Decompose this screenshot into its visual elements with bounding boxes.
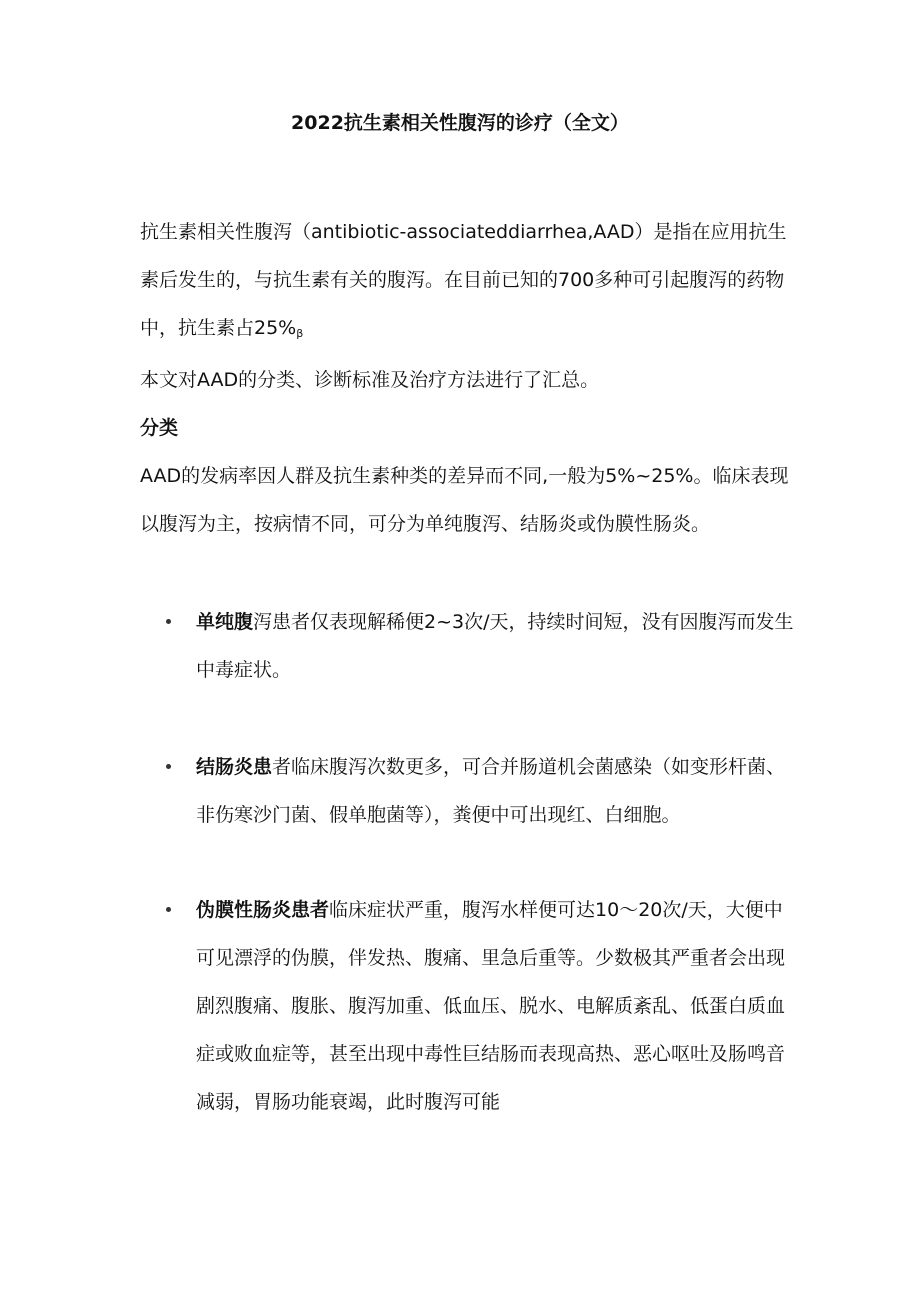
list-item-text — [196, 886, 800, 1126]
list-item-text — [196, 743, 800, 839]
list-item-body: 泻患者仅表现解稀便2~3次/天，持续时间短，没有因腹泻而发生中毒症状。 — [196, 611, 794, 681]
intro-paragraph — [140, 208, 800, 358]
bullet-icon — [166, 907, 171, 912]
bullet-icon — [166, 764, 171, 769]
list-item-bold-lead: 单纯腹 — [196, 611, 254, 633]
intro-text: 抗生素相关性腹泻（antibiotic-associateddiarrhea,AAD）是指在应用抗生素后发生的，与抗生素有关的腹泻。在目前已知的700多种可引起腹泻的药物中，抗生素占25% — [140, 221, 787, 339]
document-title: 2022抗生素相关性腹泻的诊疗（全文） — [291, 112, 629, 134]
intro-subscript: β — [296, 327, 304, 340]
section-heading-classification: 分类 — [140, 417, 179, 439]
list-item-text — [196, 598, 800, 694]
list-item-simple-diarrhea — [140, 598, 800, 694]
list-item-bold-lead: 结肠炎患 — [196, 756, 273, 778]
bullet-icon — [166, 619, 171, 624]
scope-paragraph: 本文对AAD的分类、诊断标准及治疗方法进行了汇总。 — [140, 369, 600, 391]
list-item-body: 者临床腹泻次数更多，可合并肠道机会菌感染（如变形杆菌、非伤寒沙门菌、假单胞菌等），粪便中可出现红、白细胞。 — [196, 756, 786, 826]
list-item-pseudomembranous-colitis — [140, 886, 800, 1126]
list-item-bold-lead: 伪膜性肠炎患者 — [196, 899, 330, 921]
list-item-body: 临床症状严重，腹泻水样便可达10〜20次/天，大便中可见漂浮的伪膜，伴发热、腹痛、里急后重等。少数极其严重者会出现剧烈腹痛、腹胀、腹泻加重、低血压、脱水、电解质紊乱、低蛋白质血症或败血症等，甚至出现中毒性巨结肠而表现高热、恶心呕吐及肠鸣音减弱，胃肠功能衰竭，此时腹泻可能 — [196, 899, 786, 1113]
classification-paragraph: AAD的发病率因人群及抗生素种类的差异而不同,一般为5%~25%。临床表现以腹泻为主，按病情不同，可分为单纯腹泻、结肠炎或伪膜性肠炎。 — [140, 465, 789, 535]
list-item-colitis — [140, 743, 800, 839]
